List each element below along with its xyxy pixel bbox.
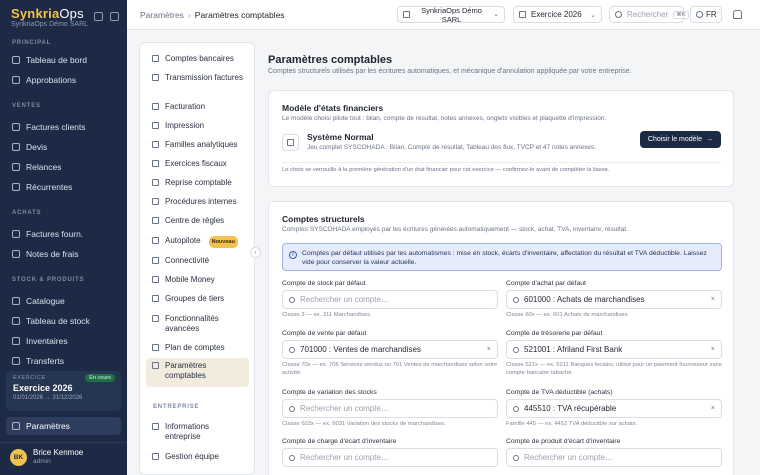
menu-label: Informations entreprise (165, 422, 210, 441)
breadcrumb-separator: › (187, 10, 191, 20)
bank-icon (152, 55, 159, 62)
language-label: FR (706, 10, 717, 19)
menu-analytic-families[interactable] (146, 137, 249, 153)
menu-accounting-settings[interactable] (146, 358, 249, 387)
menu-label: Transmission factures (165, 73, 243, 82)
nav-label: Notes de frais (26, 249, 79, 259)
sidebar (0, 0, 127, 475)
billing-icon (152, 103, 159, 110)
menu-team-management[interactable] (146, 449, 249, 465)
lock-note: Le choix se verrouille à la première génération d'un état financier pour cet exercice — confirmez-le avant de compléter la liasse. (282, 167, 610, 173)
field-hint: Classe 3 — ex. 311 Marchandises. (282, 312, 372, 318)
field-stock-account (282, 280, 498, 320)
nav-approvals[interactable] (6, 71, 121, 89)
vat-account-input[interactable] (506, 399, 722, 418)
nav-recurring[interactable] (6, 178, 121, 196)
calendar-icon (152, 160, 159, 167)
menu-print[interactable] (146, 118, 249, 134)
company-line1: SynkriaOps Démo (421, 5, 482, 15)
search-icon (513, 455, 519, 461)
send-icon (152, 74, 159, 81)
reminder-icon (12, 163, 20, 171)
dashboard-icon (12, 56, 20, 64)
users-icon (152, 295, 159, 302)
clear-icon[interactable]: × (486, 346, 491, 353)
fiscal-label: EXERCICE (13, 375, 46, 381)
field-hint: Classe 521x — ex. 5211 Banques locales, utilisé pour un paiement fournisseur sans compte bancaire rattaché. (506, 362, 722, 376)
menu-label: Autopilote (165, 236, 201, 245)
user-profile[interactable] (0, 442, 127, 475)
nav-stock-board[interactable] (6, 312, 121, 330)
input-value: 521001 : Afriland First Bank (524, 345, 623, 354)
stock-icon (12, 317, 20, 325)
year-selector[interactable] (513, 6, 602, 23)
settings-menu (139, 42, 255, 475)
plug-icon (152, 257, 159, 264)
chevron-left-icon: ‹ (254, 249, 257, 256)
fiscal-year: Exercice 2026 (13, 383, 73, 393)
menu-fiscal-years[interactable] (146, 156, 249, 172)
fiscal-year-switcher[interactable] (6, 371, 121, 411)
recurring-icon (12, 183, 20, 191)
menu-label: Paramètres comptables (165, 361, 207, 380)
menu-connectivity[interactable] (146, 253, 249, 269)
field-hint: Classe 603x — ex. 6031 Variation des stocks de marchandises. (282, 421, 446, 427)
notification-icon[interactable] (94, 12, 103, 21)
field-label: Compte d'achat par défaut (506, 280, 586, 287)
search-icon (513, 406, 519, 412)
nav-catalog[interactable] (6, 292, 121, 310)
section-ventes: VENTES (12, 103, 41, 109)
section-stock: STOCK & PRODUITS (12, 277, 85, 283)
purchase-account-input[interactable] (506, 290, 722, 309)
menu-chart-of-accounts[interactable] (146, 340, 249, 356)
team-icon (152, 453, 159, 460)
collapse-sidebar-icon[interactable] (110, 12, 119, 21)
nav-settings[interactable] (6, 417, 121, 435)
field-hint: Classe 70x — ex. 706 Services vendus ou 701 Ventes de marchandises selon votre activité. (282, 362, 498, 376)
menu-rules-center[interactable] (146, 213, 249, 229)
menu-label: Fonctionnalités avancées (165, 314, 219, 333)
company-selector[interactable] (397, 6, 505, 23)
info-icon: i (289, 251, 297, 259)
nav-dashboard[interactable] (6, 51, 121, 69)
menu-label: Groupes de tiers (165, 294, 225, 303)
top-bar (127, 0, 760, 30)
collapse-menu-button[interactable] (250, 247, 261, 258)
nav-label: Récurrentes (26, 182, 73, 192)
input-placeholder: Rechercher un compte… (300, 404, 389, 413)
search-icon (289, 406, 295, 412)
stock-account-input[interactable] (282, 290, 498, 309)
search-icon (615, 11, 622, 18)
invoice-icon (12, 123, 20, 131)
sales-account-input[interactable] (282, 340, 498, 359)
ledger-icon (152, 362, 159, 369)
input-value: 601000 : Achats de marchandises (524, 295, 645, 304)
inventory-gain-input[interactable] (506, 448, 722, 467)
bell-icon[interactable] (733, 10, 742, 19)
model-description: Jeu complet SYSCOHADA : Bilan, Compte de résultat, Tableau des flux, TVCP et 47 notes annexes. (307, 144, 597, 151)
field-label: Compte de charge d'écart d'inventaire (282, 438, 397, 445)
menu-internal-procedures[interactable] (146, 194, 249, 210)
page-subtitle: Comptes structurels utilisés par les écritures automatiques, et mécanique d'annulation appliquée par votre entreprise. (268, 68, 632, 75)
search-shortcut: ⌘K (673, 11, 688, 19)
nav-label: Factures clients (26, 122, 86, 132)
search-icon (513, 297, 519, 303)
brand-logo[interactable] (11, 6, 84, 21)
field-treasury-account (506, 330, 722, 377)
inventory-loss-input[interactable] (282, 448, 498, 467)
card-title: Modèle d'états financiers (282, 103, 384, 113)
menu-accounting-takeover[interactable] (146, 175, 249, 191)
rules-icon (152, 217, 159, 224)
phone-icon (152, 276, 159, 283)
menu-label: Impression (165, 121, 205, 130)
nav-label: Paramètres (26, 421, 70, 431)
nav-label: Relances (26, 162, 62, 172)
company-line2: SARL (441, 14, 462, 24)
nav-quotes[interactable] (6, 138, 121, 156)
structural-accounts-card (268, 201, 734, 475)
language-selector[interactable] (690, 6, 722, 23)
financial-model-card (268, 90, 734, 187)
nav-supplier-invoices[interactable] (6, 225, 121, 243)
layers-icon (282, 134, 299, 151)
company-name: SynkriaOps Démo SARL (11, 21, 89, 28)
wrench-icon (152, 315, 159, 322)
search-placeholder: Rechercher (627, 10, 669, 19)
field-label: Compte de trésorerie par défaut (506, 330, 603, 337)
approval-icon (12, 76, 20, 84)
menu-label: Familles analytiques (165, 140, 238, 149)
clear-icon[interactable]: × (710, 405, 715, 412)
global-search[interactable] (609, 6, 684, 23)
nav-transfers[interactable] (6, 352, 121, 370)
field-stock-variation-account (282, 389, 498, 429)
menu-label: Procédures internes (165, 197, 237, 206)
chart-icon (152, 141, 159, 148)
menu-label: Mobile Money (165, 275, 215, 284)
nav-label: Tableau de stock (26, 316, 90, 326)
nav-reminders[interactable] (6, 158, 121, 176)
printer-icon (152, 122, 159, 129)
field-label: Compte de variation des stocks (282, 389, 377, 396)
new-badge: Nouveau (209, 236, 238, 248)
calendar-icon (519, 11, 526, 18)
field-hint: Famille 445 — ex. 4452 TVA déductible sur achats. (506, 421, 638, 427)
brand-part1: Synkria (11, 6, 60, 21)
field-hint: Classe 60x — ex. 601 Achats de marchandises. (506, 312, 630, 318)
supplier-invoice-icon (12, 230, 20, 238)
chevron-down-icon: ⌄ (493, 11, 499, 18)
menu-mobile-money[interactable] (146, 272, 249, 288)
menu-company-info[interactable] (146, 419, 249, 445)
field-vat-account (506, 389, 722, 429)
menu-label: Reprise comptable (165, 178, 232, 187)
input-placeholder: Rechercher un compte… (300, 295, 389, 304)
field-label: Compte de produit d'écart d'inventaire (506, 438, 621, 445)
nav-label: Tableau de bord (26, 55, 87, 65)
menu-label: Plan de comptes (165, 343, 225, 352)
search-icon (513, 347, 519, 353)
expense-icon (12, 250, 20, 258)
transfer-icon (12, 357, 20, 365)
arrow-right-icon: → (706, 136, 713, 143)
menu-billing[interactable] (146, 99, 249, 115)
input-value: 445510 : TVA récupérable (524, 404, 617, 413)
catalog-icon (12, 297, 20, 305)
menu-section-entreprise: ENTREPRISE (153, 404, 200, 410)
sidebar-tools (94, 12, 119, 21)
menu-label: Facturation (165, 102, 206, 111)
menu-invoice-transmission[interactable] (146, 70, 249, 86)
upload-icon (152, 179, 159, 186)
field-label: Compte de stock par défaut (282, 280, 366, 287)
breadcrumb-current: Paramètres comptables (194, 10, 285, 20)
fiscal-dates: 01/01/2026 → 31/12/2026 (13, 395, 83, 401)
quote-icon (12, 143, 20, 151)
input-placeholder: Rechercher un compte… (524, 453, 613, 462)
section-achats: ACHATS (12, 210, 42, 216)
nav-label: Devis (26, 142, 48, 152)
field-label: Compte de vente par défaut (282, 330, 367, 337)
divider (282, 162, 722, 163)
stock-variation-input[interactable] (282, 399, 498, 418)
user-role: admin (33, 458, 51, 465)
menu-bank-accounts[interactable] (146, 51, 249, 67)
field-inventory-gain-account (506, 438, 722, 467)
list-icon (152, 344, 159, 351)
card-subtitle: Comptes SYSCOHADA employés par les écritures générées automatiquement — stock, achat, TVA, inventaire, résultat. (282, 226, 628, 233)
treasury-account-input[interactable] (506, 340, 722, 359)
breadcrumb (140, 10, 285, 20)
nav-label: Factures fourn. (26, 229, 84, 239)
nav-label: Inventaires (26, 336, 68, 346)
model-name: Système Normal (307, 132, 374, 142)
procedure-icon (152, 198, 159, 205)
nav-inventories[interactable] (6, 332, 121, 350)
page-title: Paramètres comptables (268, 54, 393, 66)
choose-model-button[interactable] (640, 131, 721, 148)
building-icon (152, 423, 159, 430)
autopilot-icon (152, 237, 159, 244)
inventory-icon (12, 337, 20, 345)
user-name: Brice Kenmoe (33, 448, 84, 457)
field-inventory-loss-account (282, 438, 498, 467)
menu-autopilot[interactable] (146, 233, 249, 251)
field-label: Compte de TVA déductible (achats) (506, 389, 613, 396)
brand-part2: Ops (59, 6, 84, 21)
clear-icon[interactable]: × (710, 296, 715, 303)
fiscal-status-badge: En cours (85, 374, 115, 382)
menu-label: Comptes bancaires (165, 54, 234, 63)
menu-label: Connectivité (165, 256, 210, 265)
nav-label: Catalogue (26, 296, 65, 306)
input-placeholder: Rechercher un compte… (300, 453, 389, 462)
breadcrumb-root[interactable]: Paramètres (140, 10, 184, 20)
nav-expenses[interactable] (6, 245, 121, 263)
card-subtitle: Le modèle choisi pilote tout : bilan, compte de résultat, notes annexes, onglets visibles et plaquette d'impression. (282, 115, 607, 122)
nav-label: Transferts (26, 356, 64, 366)
menu-label: Centre de règles (165, 216, 225, 225)
search-icon (289, 455, 295, 461)
menu-label: Gestion équipe (165, 452, 219, 461)
nav-customer-invoices[interactable] (6, 118, 121, 136)
year-selector-label: Exercice 2026 (531, 10, 582, 19)
building-icon (403, 11, 410, 18)
input-value: 701000 : Ventes de marchandises (300, 345, 421, 354)
card-title: Comptes structurels (282, 214, 365, 224)
globe-icon (696, 11, 703, 18)
gear-icon (12, 422, 20, 430)
section-principal: PRINCIPAL (12, 40, 52, 46)
button-label: Choisir le modèle (647, 136, 702, 143)
company-selector-label (415, 6, 488, 24)
chevron-down-icon: ⌄ (590, 11, 596, 19)
search-icon (289, 347, 295, 353)
menu-label: Exercices fiscaux (165, 159, 227, 168)
info-banner (282, 243, 722, 271)
avatar: BK (10, 449, 27, 466)
menu-advanced-features[interactable] (146, 311, 249, 337)
menu-third-party-groups[interactable] (146, 291, 249, 307)
field-sales-account (282, 330, 498, 377)
field-purchase-account (506, 280, 722, 320)
clear-icon[interactable]: × (710, 346, 715, 353)
info-text: Comptes par défaut utilisés par les automatismes : mise en stock, écarts d'inventaire, affectation du résultat et TVA déductible. Laissez vide pour conserver la valeur actuelle. (302, 250, 707, 266)
search-icon (289, 297, 295, 303)
nav-label: Approbations (26, 75, 77, 85)
